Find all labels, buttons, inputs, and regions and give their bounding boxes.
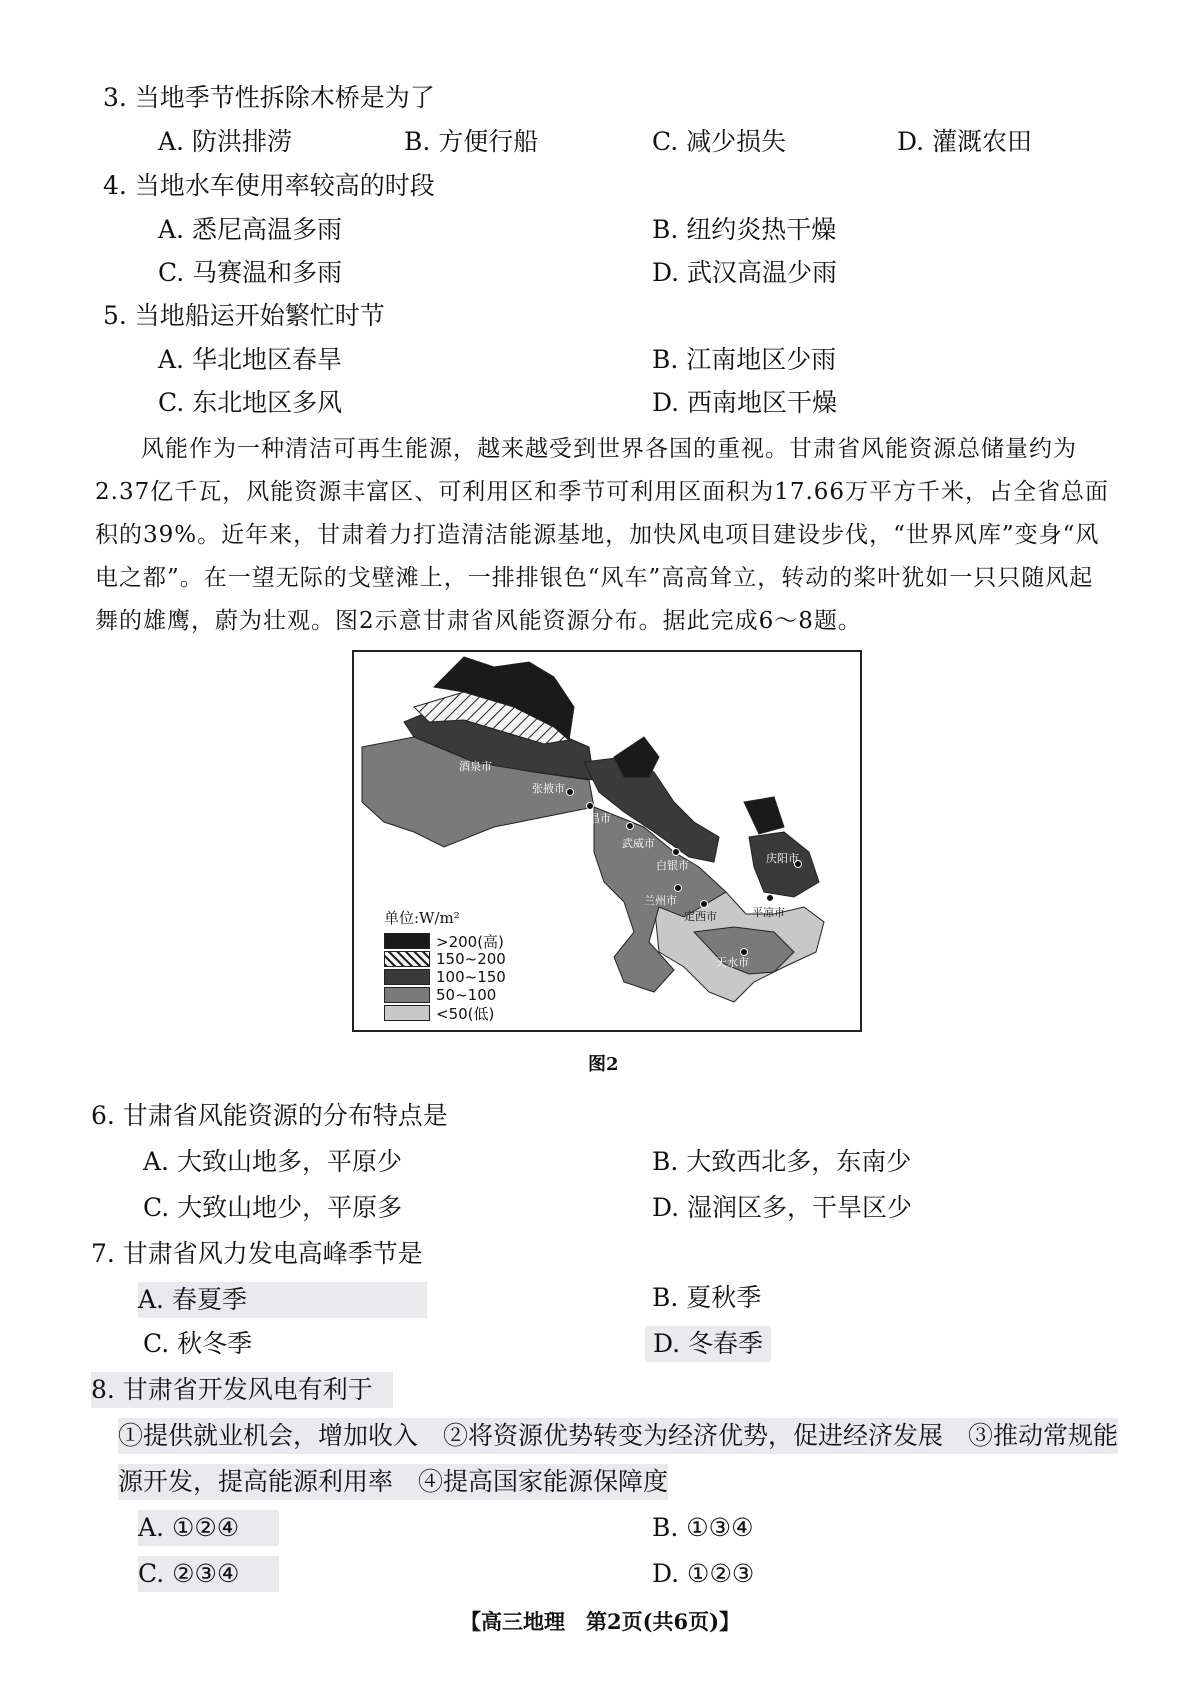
question-6-option-d: D. 湿润区多，干旱区少: [652, 1193, 913, 1222]
question-8-option-a: A. ①②④: [138, 1510, 279, 1546]
legend-label: <50(低): [436, 1004, 495, 1023]
legend-swatch: [384, 951, 430, 967]
question-4-stem: 4. 当地水车使用率较高的时段: [103, 171, 435, 200]
question-5-option-b: B. 江南地区少雨: [652, 345, 837, 374]
question-3-option-d: D. 灌溉农田: [897, 127, 1033, 156]
question-8-items-line-1: ①提供就业机会，增加收入 ②将资源优势转变为经济优势，促进经济发展 ③推动常规能: [118, 1418, 1118, 1454]
legend-swatch: [384, 987, 430, 1003]
question-6-option-a: A. 大致山地多，平原少: [143, 1147, 402, 1176]
question-8-stem: 8. 甘肃省开发风电有利于: [91, 1372, 393, 1408]
question-5-option-a: A. 华北地区春旱: [158, 345, 342, 374]
city-dot-wuwei: [626, 822, 634, 830]
legend-label: >200(高): [436, 932, 504, 951]
legend-swatch: [384, 1005, 430, 1021]
question-7-option-b: B. 夏秋季: [652, 1283, 762, 1312]
question-8-option-d: D. ①②③: [652, 1559, 755, 1588]
question-6-option-c: C. 大致山地少，平原多: [143, 1193, 403, 1222]
question-3-option-a: A. 防洪排涝: [158, 127, 292, 156]
question-3-option-b: B. 方便行船: [404, 127, 539, 156]
legend-title: 单位:W/m²: [384, 909, 460, 927]
city-label-pingliang: 平凉市: [752, 906, 785, 919]
question-4-option-c: C. 马赛温和多雨: [158, 258, 343, 287]
city-label-jinchang: 金昌市: [578, 812, 611, 825]
question-5-option-d: D. 西南地区干燥: [652, 388, 838, 417]
legend-label: 100~150: [436, 968, 506, 986]
legend-swatch: [384, 933, 430, 949]
question-8-option-c: C. ②③④: [138, 1556, 279, 1592]
city-dot-jinchang: [586, 802, 594, 810]
question-6-option-b: B. 大致西北多，东南少: [652, 1147, 912, 1176]
region-above-200-east: [744, 797, 784, 834]
city-dot-lanzhou: [674, 884, 682, 892]
city-label-zhangye: 张掖市: [532, 782, 565, 795]
city-label-baiyin: 白银市: [656, 859, 689, 872]
city-dot-dingxi: [700, 900, 708, 908]
legend-row: [384, 932, 506, 950]
reading-passage: [95, 428, 1115, 643]
legend-row: [384, 968, 506, 986]
legend-row: [384, 1004, 506, 1022]
legend-row: [384, 986, 506, 1004]
question-8-option-b: B. ①③④: [652, 1513, 754, 1542]
question-7-option-d: D. 冬春季: [645, 1326, 771, 1362]
question-7-option-c: C. 秋冬季: [143, 1329, 253, 1358]
question-6-stem: 6. 甘肃省风能资源的分布特点是: [91, 1101, 448, 1130]
question-5-stem: 5. 当地船运开始繁忙时节: [103, 301, 385, 330]
question-3-option-c: C. 减少损失: [652, 127, 787, 156]
wind-energy-map: [352, 650, 862, 1032]
city-dot-zhangye: [566, 788, 574, 796]
question-4-option-a: A. 悉尼高温多雨: [158, 215, 342, 244]
page-footer: 【高三地理 第2页(共6页)】: [460, 1609, 741, 1634]
question-7-stem: 7. 甘肃省风力发电高峰季节是: [91, 1239, 423, 1268]
city-label-tianshui: 天水市: [716, 956, 749, 969]
question-8-items-line-2: 源开发，提高能源利用率 ④提高国家能源保障度: [118, 1464, 668, 1500]
map-legend: [384, 907, 506, 1022]
city-label-lanzhou: 兰州市: [644, 894, 677, 907]
figure-caption: 图2: [588, 1054, 619, 1075]
legend-swatch: [384, 969, 430, 985]
legend-label: 50~100: [436, 986, 497, 1004]
question-4-option-d: D. 武汉高温少雨: [652, 258, 838, 287]
legend-row: [384, 950, 506, 968]
region-above-200-mid: [614, 737, 659, 777]
question-4-option-b: B. 纽约炎热干燥: [652, 215, 837, 244]
passage-text: 风能作为一种清洁可再生能源，越来越受到世界各国的重视。甘肃省风能资源总储量约为2.37亿千瓦，风能资源丰富区、可利用区和季节可利用区面积为17.66万平方千米，占全省总面积的39%。近年来，甘肃着力打造清洁能源基地，加快风电项目建设步伐，“世界风库”变身“风电之都”。在一望无际的戈壁滩上，一排排银色“风车”高高耸立，转动的桨叶犹如一只只随风起舞的雄鹰，蔚为壮观。图2示意甘肃省风能资源分布。据此完成6～8题。: [95, 436, 1110, 634]
question-5-option-c: C. 东北地区多风: [158, 388, 343, 417]
city-label-wuwei: 武威市: [622, 837, 655, 850]
city-label-jiuquan: 酒泉市: [459, 760, 492, 773]
legend-label: 150~200: [436, 950, 506, 968]
city-dot-baiyin: [672, 848, 680, 856]
city-dot-pingliang: [766, 894, 774, 902]
question-7-option-a: A. 春夏季: [138, 1282, 427, 1318]
question-3-stem: 3. 当地季节性拆除木桥是为了: [103, 83, 435, 112]
city-label-qingyang: 庆阳市: [766, 852, 799, 865]
city-label-dingxi: 定西市: [684, 910, 717, 923]
